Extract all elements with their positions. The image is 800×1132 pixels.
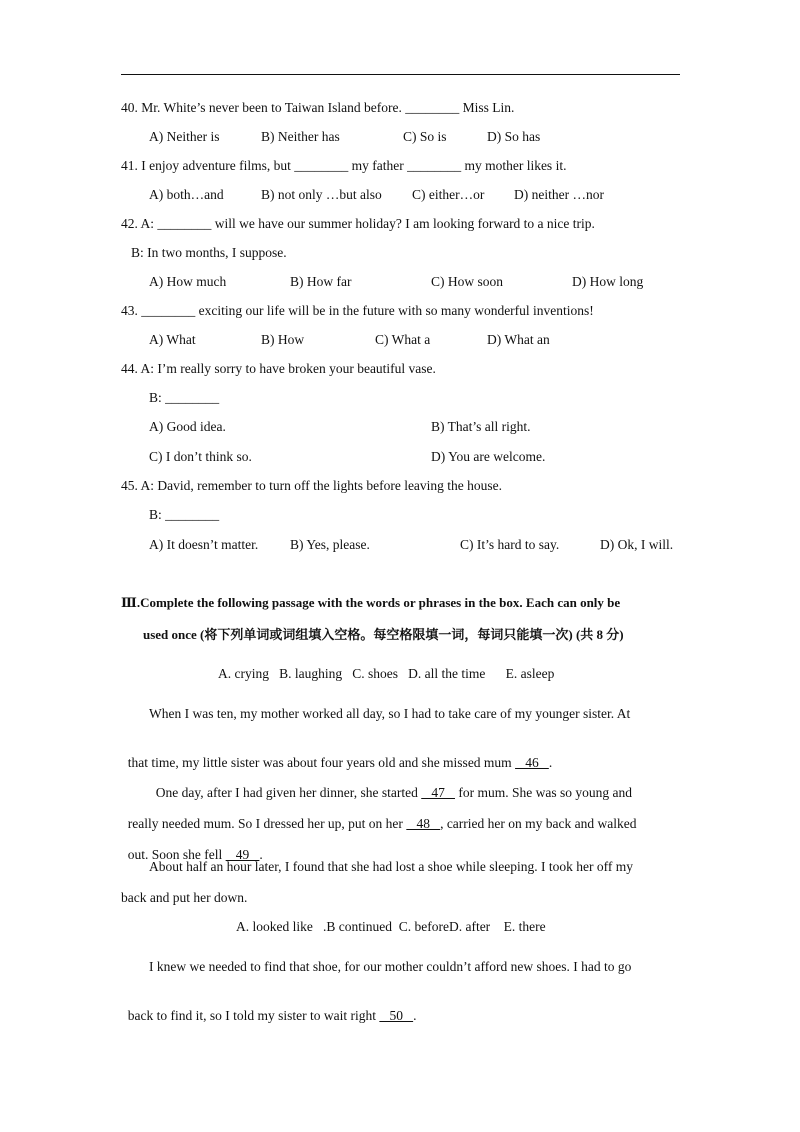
- passage-text: One day, after I had given her dinner, she started: [155, 785, 422, 800]
- blank-46: 46: [515, 755, 549, 770]
- passage-text: back to find it, so I told my sister to wait right: [127, 1008, 380, 1023]
- blank-47: 47: [421, 785, 455, 800]
- word-box-1: A. crying B. laughing C. shoes D. all the time E. asleep: [218, 666, 555, 681]
- passage-text: , carried her on my back and walked: [440, 816, 637, 831]
- option-a: A) What: [149, 332, 196, 347]
- question-45: [121, 477, 502, 495]
- section-numeral: Ⅲ.: [121, 595, 141, 610]
- question-40: [121, 99, 514, 117]
- question-number: 42.: [121, 216, 138, 231]
- question-text: I enjoy adventure films, but: [141, 158, 295, 173]
- question-44: [121, 360, 436, 378]
- question-number: 45.: [121, 478, 138, 493]
- passage-line: [121, 989, 416, 1025]
- passage-line: When I was ten, my mother worked all day, so I had to take care of my younger sister. At: [149, 706, 631, 721]
- passage-line: I knew we needed to find that shoe, for our mother couldn’t afford new shoes. I had to go: [149, 959, 632, 974]
- answer-blank: ________: [157, 216, 212, 231]
- option-b: B) That’s all right.: [431, 419, 531, 434]
- passage-text: .: [259, 847, 263, 862]
- question-text: my father: [348, 158, 408, 173]
- option-c: C) So is: [403, 129, 447, 144]
- question-text: will we have our summer holiday? I am looking forward to a nice trip.: [211, 216, 595, 231]
- section-instruction: Complete the following passage with the words or phrases in the box. Each can only be: [140, 595, 621, 610]
- answer-line-45: [149, 506, 219, 524]
- option-c: C) How soon: [431, 274, 504, 289]
- question-text: A:: [140, 216, 158, 231]
- question-43: [121, 302, 594, 320]
- answer-blank: ________: [165, 390, 220, 405]
- answer-blank: ________: [294, 158, 349, 173]
- option-b: B) Neither has: [261, 129, 340, 144]
- option-c: C) I don’t think so.: [149, 449, 252, 464]
- passage-text: that time, my little sister was about four years old and she missed mum: [127, 755, 516, 770]
- option-d: D) Ok, I will.: [600, 537, 674, 552]
- option-a: A) How much: [149, 274, 227, 289]
- passage-text: really needed mum. So I dressed her up, put on her: [127, 816, 407, 831]
- question-number: 41.: [121, 158, 138, 173]
- option-a: A) Neither is: [149, 129, 220, 144]
- top-rule: [121, 74, 680, 75]
- question-text: Miss Lin.: [459, 100, 515, 115]
- option-c: C) What a: [375, 332, 431, 347]
- section-heading-line-1: [121, 594, 620, 612]
- passage-text: .: [548, 755, 553, 770]
- speaker-label: B:: [149, 390, 166, 405]
- question-41: [121, 157, 566, 175]
- option-c: C) either…or: [412, 187, 485, 202]
- option-d: D) So has: [487, 129, 541, 144]
- answer-blank: ________: [407, 158, 462, 173]
- option-d: D) neither …nor: [514, 187, 604, 202]
- answer-blank: ________: [405, 100, 460, 115]
- option-b: B) How far: [290, 274, 352, 289]
- passage-line: About half an hour later, I found that she had lost a shoe while sleeping. I took her off my: [149, 859, 633, 874]
- option-d: D) How long: [572, 274, 644, 289]
- option-c: C) It’s hard to say.: [460, 537, 560, 552]
- option-b: B) Yes, please.: [290, 537, 370, 552]
- answer-line-42: B: In two months, I suppose.: [131, 245, 287, 260]
- answer-blank: ________: [165, 507, 220, 522]
- passage-text: for mum. She was so young and: [454, 785, 632, 800]
- answer-blank: ________: [141, 303, 196, 318]
- question-text: Mr. White’s never been to Taiwan Island before.: [141, 100, 406, 115]
- option-d: D) What an: [487, 332, 550, 347]
- option-d: D) You are welcome.: [431, 449, 546, 464]
- answer-line-44: [149, 389, 219, 407]
- option-a: A) Good idea.: [149, 419, 226, 434]
- section-heading-line-2: used once (将下列单词或词组填入空格。每空格限填一词，每词只能填一次) (共 8 分): [143, 627, 624, 642]
- question-42: [121, 215, 595, 233]
- question-text: A: I’m really sorry to have broken your beautiful vase.: [140, 361, 436, 376]
- question-text: my mother likes it.: [461, 158, 567, 173]
- question-text: A: David, remember to turn off the lights before leaving the house.: [140, 478, 503, 493]
- question-number: 44.: [121, 361, 138, 376]
- blank-48: 48: [406, 816, 441, 831]
- blank-50: 50: [379, 1008, 414, 1023]
- passage-text: .: [413, 1008, 417, 1023]
- passage-text: out. Soon she fell: [127, 847, 226, 862]
- question-number: 43.: [121, 303, 138, 318]
- question-number: 40.: [121, 100, 138, 115]
- speaker-label: B:: [149, 507, 166, 522]
- passage-line: back and put her down.: [121, 890, 248, 905]
- option-a: A) It doesn’t matter.: [149, 537, 259, 552]
- blank-49: 49: [225, 847, 260, 862]
- word-box-2: A. looked like .B continued C. beforeD. after E. there: [236, 919, 546, 934]
- question-text: exciting our life will be in the future with so many wonderful inventions!: [195, 303, 594, 318]
- option-b: B) How: [261, 332, 305, 347]
- option-b: B) not only …but also: [261, 187, 382, 202]
- option-a: A) both…and: [149, 187, 224, 202]
